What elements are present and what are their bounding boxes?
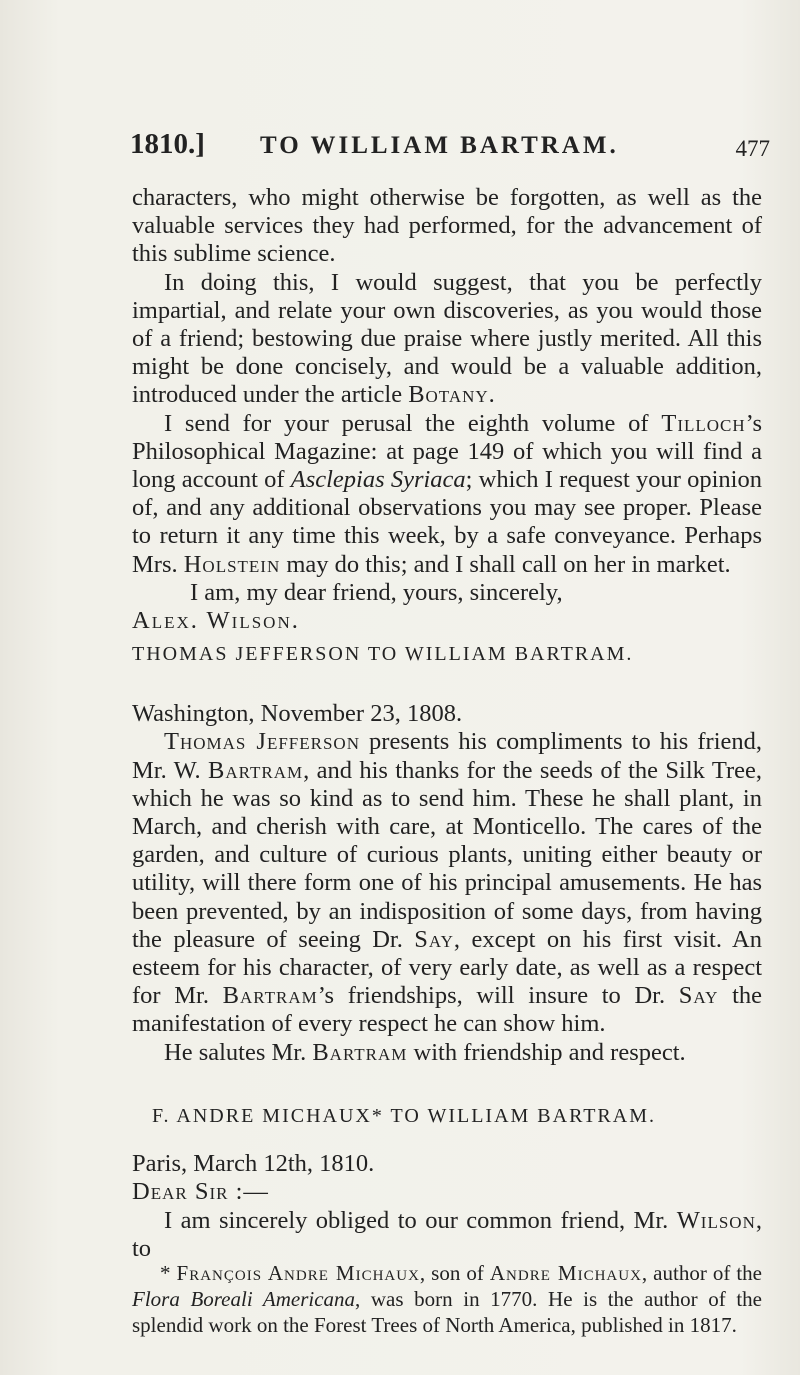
paragraph: I am sincerely obliged to our common friend, Mr. Wilson, to [132,1206,762,1262]
letter-heading: THOMAS JEFFERSON TO WILLIAM BARTRAM. [132,643,634,665]
letter-jefferson [132,640,762,1067]
letter-wilson [132,184,762,635]
footnote: * François Andre Michaux, son of Andre Michaux, author of the Flora Boreali Americana, was born in 1770. He is the author of the splendid work on the Forest Trees of North America, published in 1817. [132,1261,762,1337]
paragraph: characters, who might otherwise be forgotten, as well as the valuable services they had performed, for the advancement of this sublime science. [132,184,762,268]
paragraph: Thomas Jefferson presents his compliments to his friend, Mr. W. Bartram, and his thanks for the seeds of the Silk Tree, which he was so kind as to send him. These he shall plant, in March, and cherish with care, at Monticello. The cares of the garden, and culture of curious plants, uniting either beauty or utility, will there form one of his principal amusements. He has been prevented, by an indisposition of some days, from having the pleasure of seeing Dr. Say, except on his first visit. An esteem for his character, of very early date, as well as a respect for Mr. Bartram’s friendships, will insure to Dr. Say the manifestation of every respect he can show him. [132,728,763,1038]
dateline: Paris, March 12th, 1810. [132,1150,375,1178]
signature: Alex. Wilson. [132,607,300,635]
letter-heading: F. ANDRE MICHAUX* TO WILLIAM BARTRAM. [152,1105,656,1127]
paragraph: In doing this, I would suggest, that you be perfectly impartial, and relate your own discoveries, as you would those of a friend; bestowing due praise where justly merited. All this might be done concisely, and would be a valuable addition, introduced under the article Botany. [132,268,762,409]
running-head [130,128,770,164]
running-head-year: 1810.] [130,128,205,160]
paragraph: He salutes Mr. Bartram with friendship and respect. [164,1038,686,1066]
dateline: Washington, November 23, 1808. [132,700,463,728]
salutation: Dear Sir :— [132,1178,269,1206]
paragraph: I send for your perusal the eighth volume of Tilloch’s Philosophical Magazine: at page 149 of which you will find a long account of Asclepias Syriaca; which I request your opinion of, and any additional observations you may see proper. Please to return it any time this week, by a safe conveyance. Perhaps Mrs. Holstein may do this; and I shall call on her in market. [132,409,763,578]
page-number: 477 [735,136,770,161]
running-head-title: TO WILLIAM BARTRAM. [260,132,619,159]
letter-michaux [132,1102,762,1263]
closing: I am, my dear friend, yours, sincerely, [190,578,563,606]
